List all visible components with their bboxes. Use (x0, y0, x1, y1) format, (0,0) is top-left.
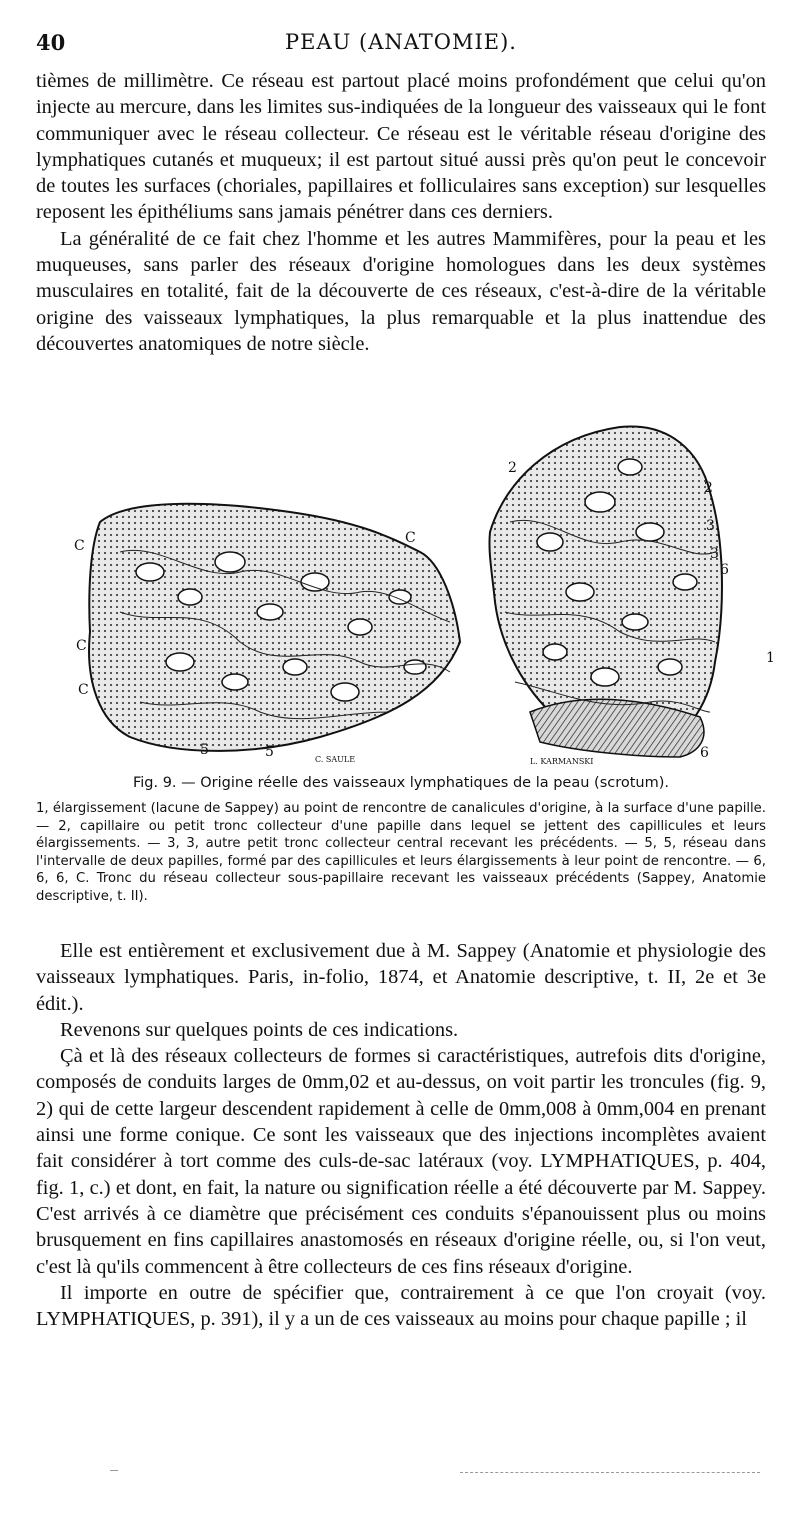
engraver-signature-right: L. KARMANSKI (530, 757, 594, 766)
figure-label: 1 (766, 650, 775, 666)
paragraph: Elle est entièrement et exclusivement due à M. Sappey (Anatomie et physiologie des vaisseaux lymphatiques. Paris, in-folio, 1874, et Anatomie descriptive, t. II, 2e et 3e édit.). (36, 940, 766, 1015)
figure-caption-body (36, 800, 766, 905)
figure-label: 3 (706, 518, 715, 534)
figure-label: 3 (710, 546, 719, 562)
figure-label: 2 (508, 460, 517, 476)
top-text (36, 68, 766, 357)
paragraph: Revenons sur quelques points de ces indications. (60, 1018, 459, 1041)
figure-label: C (76, 638, 87, 654)
caption-text: 1, élargissement (lacune de Sappey) au point de rencontre de canalicules d'origine, à la surface d'une papille. — 2, capillaire ou petit tronc collecteur d'une papille dans lequel se jettent des capillicules et leurs élargissements. — 3, 3, autre petit tronc collecteur central recevant les précédents. — 5, 5, réseau dans l'intervalle de deux papilles, formé par des capillicules et leurs élargissements à leur point de rencontre. — 6, 6, 6, C. Tronc du réseau collecteur sous-papillaire recevant les vaisseaux précédents (Sappey, Anatomie descriptive, t. II). (36, 801, 766, 904)
figure-label: 6 (700, 745, 709, 761)
paragraph: Il importe en outre de spécifier que, contrairement à ce que l'on croyait (voy. LYMPHATIQUES, p. 391), il y a un de ces vaisseaux au moins pour chaque papille ; il (36, 1281, 766, 1331)
figure-label: C (74, 538, 85, 554)
figure-caption-title: Fig. 9. — Origine réelle des vaisseaux lymphatiques de la peau (scrotum). (132, 775, 670, 791)
figure-label: 2 (704, 480, 713, 496)
paragraph: tièmes de millimètre. Ce réseau est partout placé moins profondément que celui qu'on injecte au mercure, dans les limites sus-indiquées de la longueur des vaisseaux qui le font communiquer avec le réseau collecteur. Ce réseau est le véritable réseau d'origine des lymphatiques cutanés et muqueux; il est partout situé aussi près qu'on peut le concevoir de toutes les surfaces (choriales, papillaires et folliculaires sans exception) sur lesquelles reposent les épithéliums sans jamais pénétrer dans ces derniers. (36, 70, 766, 224)
figure-label: C (78, 682, 89, 698)
page-header (36, 30, 766, 64)
engraver-signature-left: C. SAULE (315, 755, 356, 764)
bottom-text (36, 938, 766, 1332)
figure-lymphatic-network-illustration (60, 412, 775, 772)
figure-label: 5 (200, 742, 209, 758)
footer-rule (460, 1472, 760, 1473)
figure-label: C (405, 530, 416, 546)
figure-label: 6 (720, 562, 729, 578)
paragraph: La généralité de ce fait chez l'homme et les autres Mammifères, pour la peau et les muqueuses, sans parler des réseaux d'origine homologues dans les deux systèmes musculaires en totalité, fait de la découverte de ces réseaux, c'est-à-dire de la véritable origine des vaisseaux lymphatiques, la plus remarquable et la plus inattendue des découvertes anatomiques de notre siècle. (36, 227, 766, 355)
footer-mark (110, 1470, 118, 1471)
paragraph: Çà et là des réseaux collecteurs de formes si caractéristiques, autrefois dits d'origine, composés de conduits larges de 0mm,02 et au-dessus, on voit partir les troncules (fig. 9, 2) qui de cette largeur descendent rapidement à celle de 0mm,008 à 0mm,004 en prenant ainsi une forme conique. Ce sont les vaisseaux que des injections incomplètes avaient fait considérer à tort comme des culs-de-sac latéraux (voy. LYMPHATIQUES, p. 404, fig. 1, c.) et dont, en fait, la nature ou signification réelle a été découverte par M. Sappey. C'est arrivés à ce diamètre que précisément ces conduits s'épanouissent plus ou moins brusquement en fins capillaires anastomosés en réseaux d'origine réelle, ou, si l'on veut, c'est là qu'ils commencent à être collecteurs de ces fins réseaux d'origine. (36, 1045, 766, 1278)
figure-label: 5 (265, 744, 274, 760)
running-title: PEAU (ANATOMIE). (285, 30, 517, 54)
page-number: 40 (36, 30, 66, 55)
